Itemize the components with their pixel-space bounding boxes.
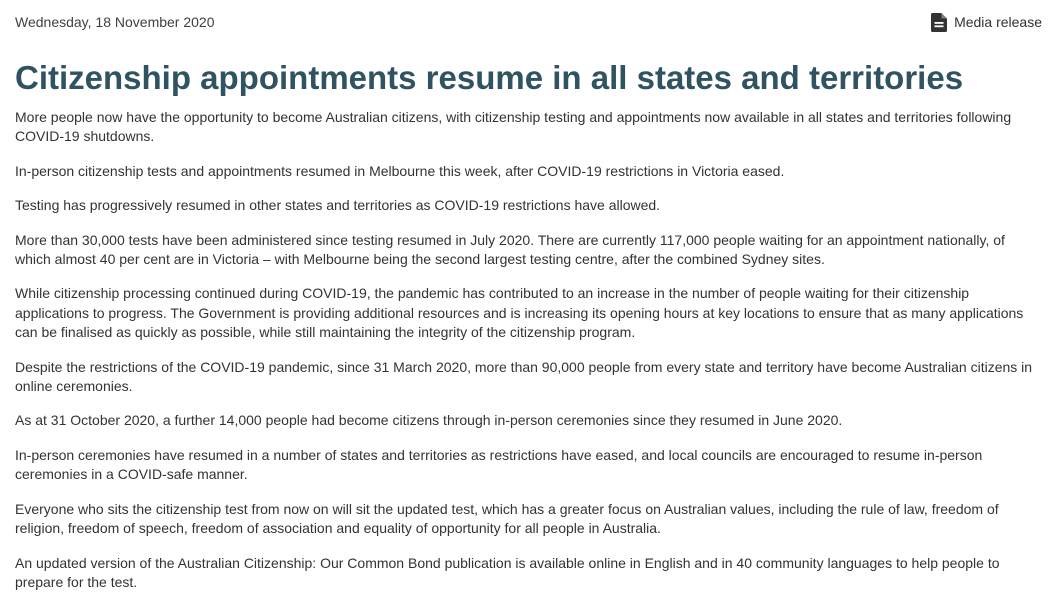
body-paragraph: Despite the restrictions of the COVID-19 pandemic, since 31 March 2020, more than 90,000 people from every state and territory have become Australian citizens in online ceremonies. bbox=[15, 358, 1033, 395]
body-paragraph: While citizenship processing continued during COVID-19, the pandemic has contributed to an increase in the number of people waiting for their citizenship applications to progress. The Government is providing additional resources and is increasing its opening hours at key locations to ensure that as many applications can be finalised as quickly as possible, while still maintaining the integrity of the citizenship program. bbox=[15, 285, 1024, 341]
media-release-label bbox=[931, 13, 1042, 32]
body-paragraph: An updated version of the Australian Citizenship: Our Common Bond publication is available online in English and in 40 community languages to help people to prepare for the test. bbox=[15, 554, 1000, 590]
article-meta bbox=[15, 0, 1042, 44]
publication-date: Wednesday, 18 November 2020 bbox=[15, 14, 215, 30]
body-paragraph: In-person citizenship tests and appointments resumed in Melbourne this week, after COVID-19 restrictions in Victoria eased. bbox=[15, 162, 785, 179]
body-paragraph: In-person ceremonies have resumed in a number of states and territories as restrictions have eased, and local councils are encouraged to resume in-person ceremonies in a COVID-safe manner. bbox=[15, 446, 983, 483]
page-title: Citizenship appointments resume in all states and territories bbox=[15, 59, 964, 96]
body-paragraph: More people now have the opportunity to become Australian citizens, with citizenship testing and appointments now available in all states and territories following COVID-19 shutdowns. bbox=[15, 109, 1012, 145]
body-paragraph: As at 31 October 2020, a further 14,000 people had become citizens through in-person ceremonies since they resumed in June 2020. bbox=[15, 412, 843, 429]
article-body bbox=[15, 108, 1042, 592]
body-paragraph: Testing has progressively resumed in other states and territories as COVID-19 restrictions have allowed. bbox=[15, 197, 661, 214]
document-icon bbox=[931, 13, 947, 32]
media-release-text: Media release bbox=[954, 14, 1042, 30]
body-paragraph: More than 30,000 tests have been administered since testing resumed in July 2020. There are currently 117,000 people waiting for an appointment nationally, of which almost 40 per cent are in Victoria – with Melbourne being the second largest testing centre, after the combined Sydney sites. bbox=[15, 231, 1005, 268]
body-paragraph: Everyone who sits the citizenship test from now on will sit the updated test, which has a greater focus on Australian values, including the rule of law, freedom of religion, freedom of speech, freedom of association and equality of opportunity for all people in Australia. bbox=[15, 500, 999, 537]
